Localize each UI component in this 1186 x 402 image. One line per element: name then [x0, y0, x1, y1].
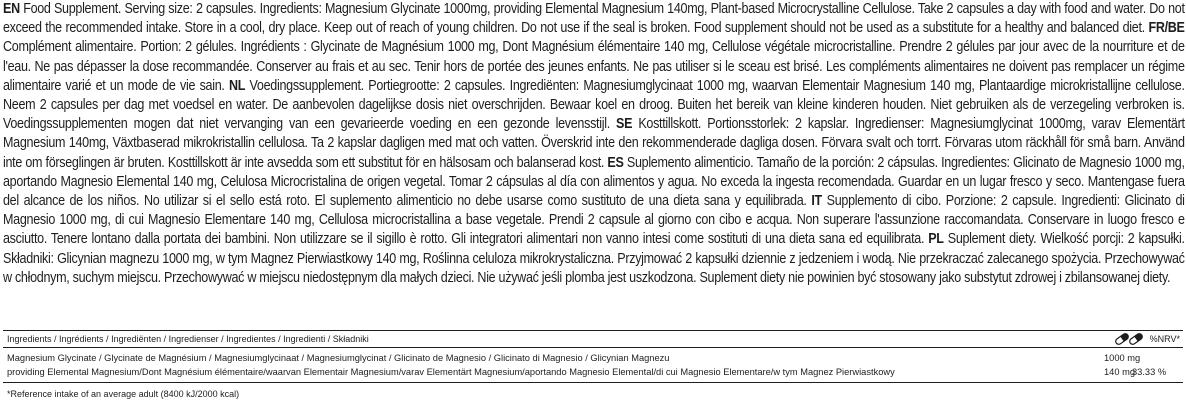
lang-text-it: Supplemento di cibo. Porzione: 2 capsule. Ingredienti: Glicinato di Magnesio 1000 mg, di cui Magnesio Elementare 140 mg, Cellulosa microcristallina a base vegetale. Prendi 2 capsule al giorno con cibo e acqua. Non superare l'assunzione raccomandata. Conservare in luogo fresco e asciutto. Tenere lontano dalla portata dei bambini. Non utilizzare se il sigillo è rotto. Gli integratori alimentari non vanno intesi come sostituti di una dieta sana ed equilibrata. [3, 193, 1185, 248]
ingredient-name: providing Elemental Magnesium/Dont Magnésium élémentaire/waarvan Elementair Magnesium/varav Elementärt Magnesium/aportando Magnesio Elemental/di cui Magnesio Elementare/w tym Magnez Pierwiastkowy [7, 367, 895, 377]
two-capsules-icon [1114, 332, 1146, 345]
lang-code-pl: PL [928, 231, 944, 248]
lang-text-fr-be: Complément alimentaire. Portion: 2 gélules. Ingrédients : Glycinate de Magnésium 1000 mg, Dont Magnésium élémentaire 140 mg, Cellulose végétale microcristalline. Prendre 2 gélules par jour avec de la nourriture et de l'eau. Ne pas dépasser la dose recommandée. Conserver au frais et au sec. Tenir hors de portée des jeunes enfants. Ne pas utiliser si le sceau est brisé. Les compléments alimentaires ne doivent pas remplacer un régime alimentaire varié et un mode de vie sain. [3, 39, 1185, 94]
lang-code-it: IT [811, 193, 822, 210]
table-row [7, 352, 1180, 365]
lang-code-nl: NL [229, 77, 246, 94]
divider-bottom [3, 382, 1183, 383]
lang-text-se: Kosttillskott. Portionsstorlek: 2 kapslar. Ingredienser: Magnesiumglycinat 1000mg, varav Elementärt Magnesium 140mg, Växtbaserad mikrokristallin cellulosa. Ta 2 kapslar dagligen med mat och vatten. Överskrid inte den rekommenderade dagliga dosen. Förvara svalt och torrt. Förvaras utom räckhåll för små barn. Använd inte om förseglingen är bruten. Kosttillskott är inte avsedda som ett substitut för en hälsosam och balanserad kost. [3, 116, 1185, 171]
lang-text-pl: Suplement diety. Wielkość porcji: 2 kapsułki. Składniki: Glicynian magnezu 1000 mg, w tym Magnez Pierwiastkowy 140 mg, Roślinna celuloza mikrokrystaliczna. Przyjmować 2 kapsułki dziennie z jedzeniem i wodą. Nie przekraczać zalecanego spożycia. Przechowywać w chłodnym, suchym miejscu. Przechowywać w miejscu niedostępnym dla małych dzieci. Nie używać jeśli plomba jest uszkodzona. Suplement diety nie powinien być stosowany jako substytut zdrowej i zbilansowanej diety. [3, 231, 1185, 286]
ingredient-amount: 1000 mg [1104, 353, 1141, 363]
ingredients-table-header [7, 331, 1180, 346]
divider-header [3, 347, 1183, 348]
ingredients-header-label: Ingredients / Ingrédients / Ingrediënten / Ingredienser / Ingredientes / Ingredienti / Składniki [7, 334, 369, 344]
table-row [7, 366, 1180, 379]
lang-text-es: Suplemento alimenticio. Tamaño de la porción: 2 cápsulas. Ingredientes: Glicinato de Magnesio 1000 mg, aportando Magnesio Elemental 140 mg, Celulosa Microcristalina de origen vegetal. Tomar 2 cápsulas al día con alimentos y agua. No exceda la ingesta recomendada. Guardar en un lugar fresco y seco. Mantengase fuera del alcance de los niños. No utilizar si el sello está roto. El suplemento alimenticio no debe usarse como sustituto de una dieta sana y equilibrada. [3, 154, 1185, 210]
lang-code-en: EN [3, 1, 20, 17]
lang-text-en: Food Supplement. Serving size: 2 capsules. Ingredients: Magnesium Glycinate 1000mg, providing Elemental Magnesium 140mg, Plant-based Microcrystalline Cellulose. Take 2 capsules a day with food and water. Do not exceed the recommended intake. Store in a cool, dry place. Keep out of reach of young children. Do not use if the seal is broken. Food supplement should not be used as a substitute for a healthy and balanced diet. [3, 1, 1185, 37]
lang-code-fr-be: FR/BE [1148, 20, 1185, 37]
multilingual-label-text [3, 0, 1185, 288]
ingredient-nrv: 33.33 % [1132, 367, 1167, 377]
lang-text-nl: Voedingssupplement. Portiegrootte: 2 capsules. Ingrediënten: Magnesiumglycinaat 1000 mg, waarvan Elementair Magnesium 140 mg, Plantaardige microkristallijne cellulose. Neem 2 capsules per dag met voedsel en water. De aanbevolen dagelijkse dosis niet overschrijden. Bewaar koel en droog. Buiten het bereik van kleine kinderen houden. Niet gebruiken als de verzegeling verbroken is. Voedingssupplementen mogen dat niet vervanging van een gevarieerde voeding en een gezonde levensstijl. [3, 77, 1185, 133]
lang-code-se: SE [616, 116, 633, 133]
nrv-header: %NRV* [1149, 334, 1180, 344]
reference-intake-footnote: *Reference intake of an average adult (8400 kJ/2000 kcal) [7, 389, 240, 399]
ingredient-name: Magnesium Glycinate / Glycinate de Magnésium / Magnesiumglycinaat / Magnesiumglycinat / Glicinato de Magnesio / Glicinato di Magnesio / Glicynian Magnezu [7, 353, 670, 363]
lang-code-es: ES [607, 154, 624, 171]
ingredient-amount: 140 mg [1104, 367, 1136, 377]
